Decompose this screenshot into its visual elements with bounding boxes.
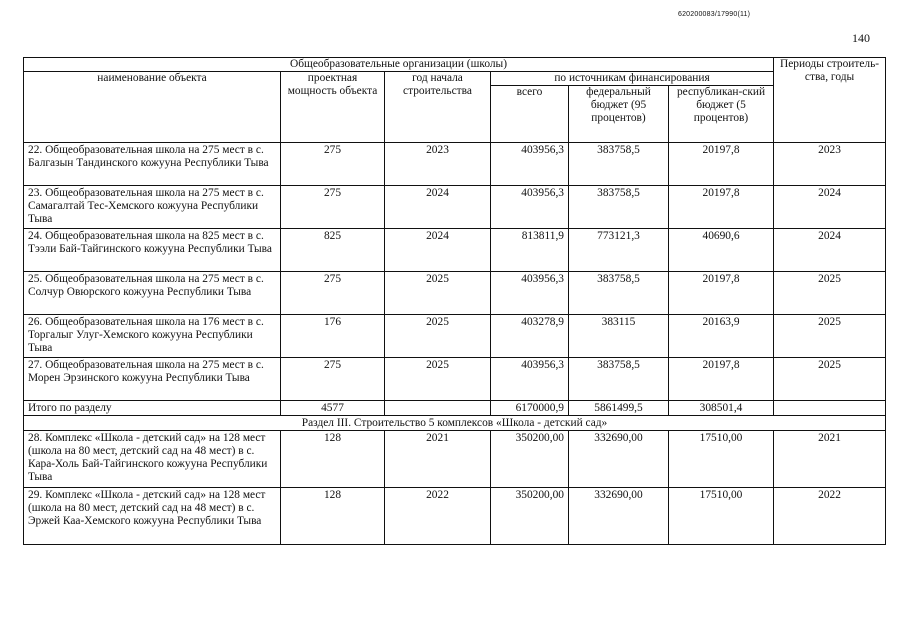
header-row-2 (24, 72, 886, 86)
period-cell: 2025 (774, 315, 886, 358)
republic-cell: 20197,8 (669, 272, 774, 315)
republic-cell: 20197,8 (669, 143, 774, 186)
federal-cell: 383758,5 (569, 186, 669, 229)
table-row (24, 272, 886, 315)
republic-header: республикан-ский бюджет (5 процентов) (669, 86, 774, 143)
capacity-cell: 128 (281, 431, 385, 488)
table-row (24, 315, 886, 358)
capacity-cell: 128 (281, 488, 385, 545)
year-cell: 2024 (385, 229, 491, 272)
federal-cell: 332690,00 (569, 488, 669, 545)
object-name: 25. Общеобразовательная школа на 275 мест в с. Солчур Овюрского кожууна Республики Тыва (24, 272, 281, 315)
subtotal-capacity: 4577 (281, 401, 385, 416)
year-cell: 2021 (385, 431, 491, 488)
federal-cell: 383758,5 (569, 272, 669, 315)
capacity-cell: 825 (281, 229, 385, 272)
object-name: 22. Общеобразовательная школа на 275 мест в с. Балгазын Тандинского кожууна Республики Тыва (24, 143, 281, 186)
table-row (24, 488, 886, 545)
header-row-1 (24, 58, 886, 72)
total-cell: 403956,3 (491, 186, 569, 229)
period-cell: 2024 (774, 186, 886, 229)
subtotal-row (24, 401, 886, 416)
document-id: 620200083/17990(11) (678, 11, 751, 18)
section-header-row (24, 416, 886, 431)
period-cell: 2024 (774, 229, 886, 272)
section-title: Раздел III. Строительство 5 комплексов «Школа - детский сад» (24, 416, 886, 431)
republic-cell: 40690,6 (669, 229, 774, 272)
period-cell: 2025 (774, 358, 886, 401)
federal-cell: 332690,00 (569, 431, 669, 488)
object-name: 23. Общеобразовательная школа на 275 мест в с. Самагалтай Тес-Хемского кожууна Республики Тыва (24, 186, 281, 229)
total-cell: 350200,00 (491, 488, 569, 545)
object-name: 26. Общеобразовательная школа на 176 мест в с. Торгалыг Улуг-Хемского кожууна Республики Тыва (24, 315, 281, 358)
year-cell: 2024 (385, 186, 491, 229)
object-name: 28. Комплекс «Школа - детский сад» на 128 мест (школа на 80 мест, детский сад на 48 мест) в с. Кара-Холь Бай-Тайгинского кожууна Республики Тыва (24, 431, 281, 488)
period-cell: 2025 (774, 272, 886, 315)
total-cell: 403956,3 (491, 143, 569, 186)
subtotal-federal: 5861499,5 (569, 401, 669, 416)
object-name: 24. Общеобразовательная школа на 825 мест в с. Тээли Бай-Тайгинского кожууна Республики Тыва (24, 229, 281, 272)
period-cell: 2023 (774, 143, 886, 186)
year-cell: 2023 (385, 143, 491, 186)
table-row (24, 229, 886, 272)
year-cell: 2025 (385, 358, 491, 401)
empty-cell (774, 401, 886, 416)
federal-cell: 383115 (569, 315, 669, 358)
empty-cell (385, 401, 491, 416)
periods-header: Периоды строитель-ства, годы (774, 58, 886, 143)
group-title: Общеобразовательные организации (школы) (24, 58, 774, 72)
republic-cell: 20163,9 (669, 315, 774, 358)
subtotal-republic: 308501,4 (669, 401, 774, 416)
page-number: 140 (852, 31, 870, 45)
capacity-cell: 176 (281, 315, 385, 358)
capacity-cell: 275 (281, 272, 385, 315)
capacity-cell: 275 (281, 358, 385, 401)
year-cell: 2025 (385, 272, 491, 315)
table-row (24, 431, 886, 488)
republic-cell: 17510,00 (669, 431, 774, 488)
total-cell: 403956,3 (491, 272, 569, 315)
total-cell: 350200,00 (491, 431, 569, 488)
year-cell: 2025 (385, 315, 491, 358)
total-cell: 403956,3 (491, 358, 569, 401)
sources-header: по источникам финансирования (491, 72, 774, 86)
federal-cell: 773121,3 (569, 229, 669, 272)
republic-cell: 17510,00 (669, 488, 774, 545)
federal-cell: 383758,5 (569, 143, 669, 186)
republic-cell: 20197,8 (669, 186, 774, 229)
object-name: 27. Общеобразовательная школа на 275 мест в с. Морен Эрзинского кожууна Республики Тыва (24, 358, 281, 401)
republic-cell: 20197,8 (669, 358, 774, 401)
table-row (24, 358, 886, 401)
federal-cell: 383758,5 (569, 358, 669, 401)
period-cell: 2021 (774, 431, 886, 488)
total-cell: 813811,9 (491, 229, 569, 272)
total-header: всего (491, 86, 569, 143)
capacity-cell: 275 (281, 186, 385, 229)
total-cell: 403278,9 (491, 315, 569, 358)
financing-table (23, 57, 886, 545)
subtotal-total: 6170000,9 (491, 401, 569, 416)
start-year-header: год начала строительства (385, 72, 491, 143)
capacity-cell: 275 (281, 143, 385, 186)
period-cell: 2022 (774, 488, 886, 545)
subtotal-label: Итого по разделу (24, 401, 281, 416)
name-header: наименование объекта (24, 72, 281, 143)
table-row (24, 186, 886, 229)
capacity-header: проектная мощность объекта (281, 72, 385, 143)
federal-header: федеральный бюджет (95 процентов) (569, 86, 669, 143)
object-name: 29. Комплекс «Школа - детский сад» на 128 мест (школа на 80 мест, детский сад на 48 мест) в с. Эржей Каа-Хемского кожууна Республики Тыва (24, 488, 281, 545)
year-cell: 2022 (385, 488, 491, 545)
table-row (24, 143, 886, 186)
